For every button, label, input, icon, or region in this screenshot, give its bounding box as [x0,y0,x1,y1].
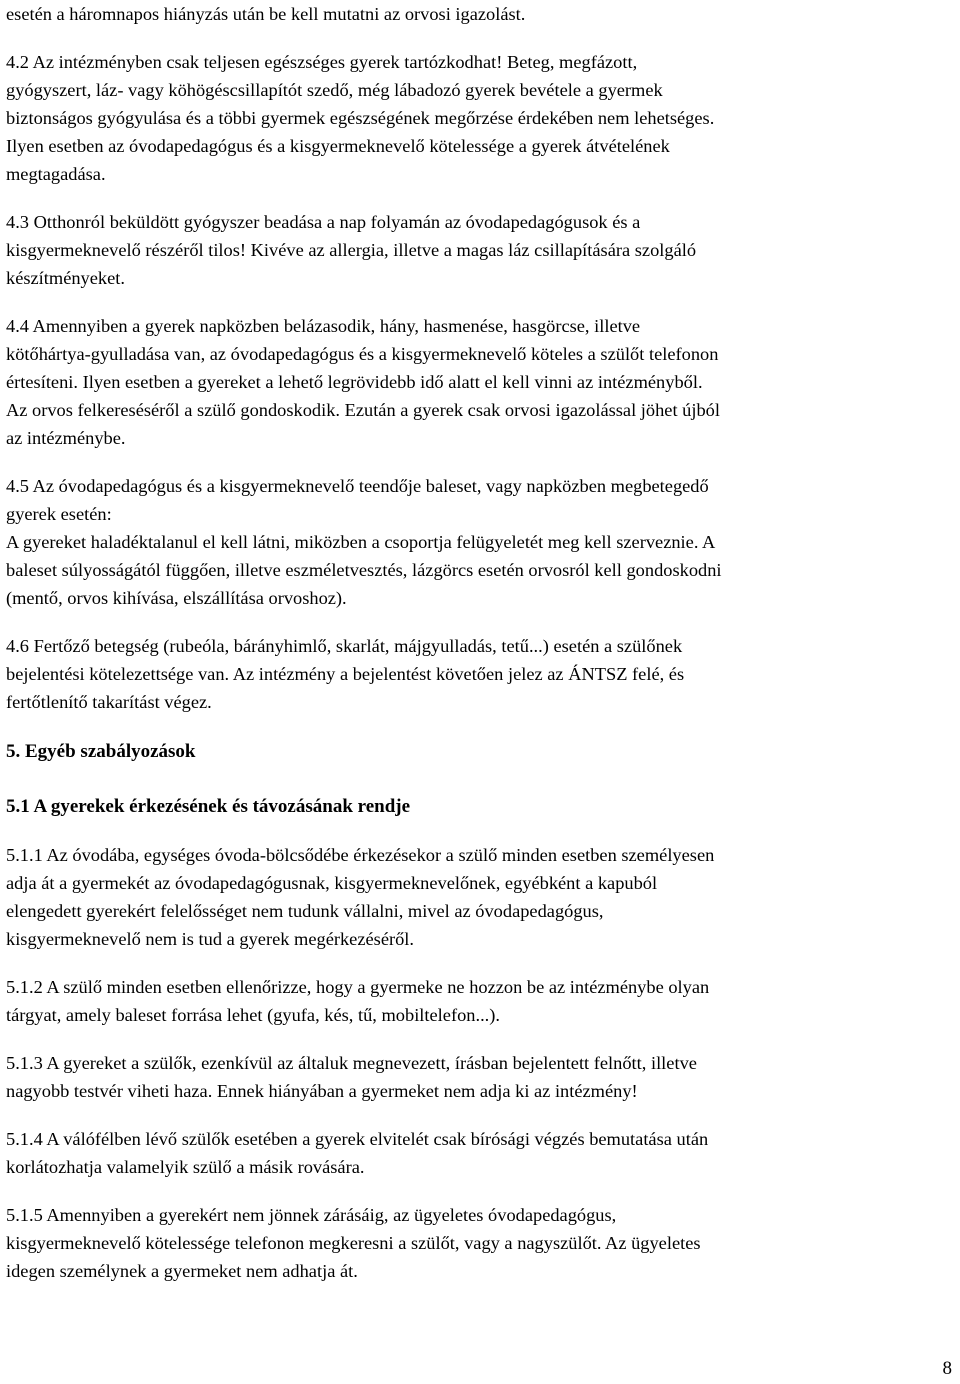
text-line: kisgyermeknevelő nem is tud a gyerek megérkezéséről. [6,929,415,949]
text-line: A gyereket haladéktalanul el kell látni, miközben a csoportja felügyeletét meg kell szerveznie. A [6,532,716,552]
text-line: tárgyat, amely baleset forrása lehet (gyufa, kés, tű, mobiltelefon...). [6,1005,500,1025]
paragraph-4-6 [6,632,950,716]
document-page [6,0,950,1285]
paragraph-5-1-4 [6,1125,950,1181]
text-line: készítményeket. [6,268,125,288]
text-line: 5.1.1 Az óvodába, egységes óvoda-bölcsődébe érkezésekor a szülő minden esetben személyesen [6,845,715,865]
text-line: 4.4 Amennyiben a gyerek napközben belázasodik, hány, hasmenése, hasgörcse, illetve [6,316,641,336]
text-line: (mentő, orvos kihívása, elszállítása orvoshoz). [6,588,347,608]
text-line: gyógyszert, láz- vagy köhögéscsillapítót szedő, még lábadozó gyerek bevétele a gyermek [6,80,663,100]
text-line: kisgyermeknevelő kötelessége telefonon megkeresni a szülőt, vagy a nagyszülőt. Az ügyeletes [6,1233,701,1253]
text-line: nagyobb testvér viheti haza. Ennek hiányában a gyermeket nem adja ki az intézmény! [6,1081,638,1101]
text-line: értesíteni. Ilyen esetben a gyereket a lehető legrövidebb idő alatt el kell vinni az intézményből. [6,372,703,392]
paragraph-5-1-3 [6,1049,950,1105]
paragraph-5-1-2 [6,973,950,1029]
text-line: 4.2 Az intézményben csak teljesen egészséges gyerek tartózkodhat! Beteg, megfázott, [6,52,638,72]
text-line: Az orvos felkereséséről a szülő gondoskodik. Ezután a gyerek csak orvosi igazolással jöhet újból [6,400,720,420]
paragraph-5-1-5 [6,1201,950,1285]
paragraph-4-4 [6,312,950,452]
text-line: korlátozhatja valamelyik szülő a másik rovására. [6,1157,365,1177]
text-line: Ilyen esetben az óvodapedagógus és a kisgyermeknevelő kötelessége a gyerek átvételének [6,136,670,156]
text-line: 5.1.2 A szülő minden esetben ellenőrizze, hogy a gyermeke ne hozzon be az intézménybe olyan [6,977,710,997]
paragraph-4-1-continued [6,0,950,28]
section-heading-5: 5. Egyéb szabályozások [6,741,196,762]
text-line: az intézménybe. [6,428,126,448]
paragraph-4-5 [6,472,950,612]
paragraph-4-2 [6,48,950,188]
text-line: 4.5 Az óvodapedagógus és a kisgyermeknevelő teendője baleset, vagy napközben megbetegedő [6,476,709,496]
text-line: megtagadása. [6,164,106,184]
text-line: kötőhártya-gyulladása van, az óvodapedagógus és a kisgyermeknevelő köteles a szülőt telefonon [6,344,719,364]
text-line: 5.1.5 Amennyiben a gyerekért nem jönnek zárásáig, az ügyeletes óvodapedagógus, [6,1205,617,1225]
text-line: gyerek esetén: [6,504,112,524]
text-line: 5.1.4 A válófélben lévő szülők esetében a gyerek elvitelét csak bírósági végzés bemutatása után [6,1129,709,1149]
text-line: adja át a gyermekét az óvodapedagógusnak, kisgyermeknevelőnek, egyébként a kapuból [6,873,658,893]
paragraph-4-3 [6,208,950,292]
text-line: esetén a háromnapos hiányzás után be kell mutatni az orvosi igazolást. [6,4,526,24]
text-line: elengedett gyerekért felelősséget nem tudunk vállalni, mivel az óvodapedagógus, [6,901,604,921]
text-line: kisgyermeknevelő részéről tilos! Kivéve az allergia, illetve a magas láz csillapítására szolgáló [6,240,697,260]
text-line: biztonságos gyógyulása és a többi gyermek egészségének megőrzése érdekében nem lehetséges. [6,108,715,128]
paragraph-5-1-1 [6,841,950,953]
text-line: bejelentési kötelezettsége van. Az intézmény a bejelentést követően jelez az ÁNTSZ felé, és [6,664,685,684]
text-line: baleset súlyosságától függően, illetve eszméletvesztés, lázgörcs esetén orvosról kell gondoskodni [6,560,722,580]
page-number: 8 [942,1358,952,1379]
text-line: 4.3 Otthonról beküldött gyógyszer beadása a nap folyamán az óvodapedagógusok és a [6,212,641,232]
text-line: 5.1.3 A gyereket a szülők, ezenkívül az általuk megnevezett, írásban bejelentett felnőtt, illetve [6,1053,697,1073]
subsection-heading-5-1: 5.1 A gyerekek érkezésének és távozásának rendje [6,796,411,817]
text-line: fertőtlenítő takarítást végez. [6,692,212,712]
text-line: idegen személynek a gyermeket nem adhatja át. [6,1261,358,1281]
text-line: 4.6 Fertőző betegség (rubeóla, bárányhimlő, skarlát, májgyulladás, tetű...) esetén a szülőnek [6,636,683,656]
